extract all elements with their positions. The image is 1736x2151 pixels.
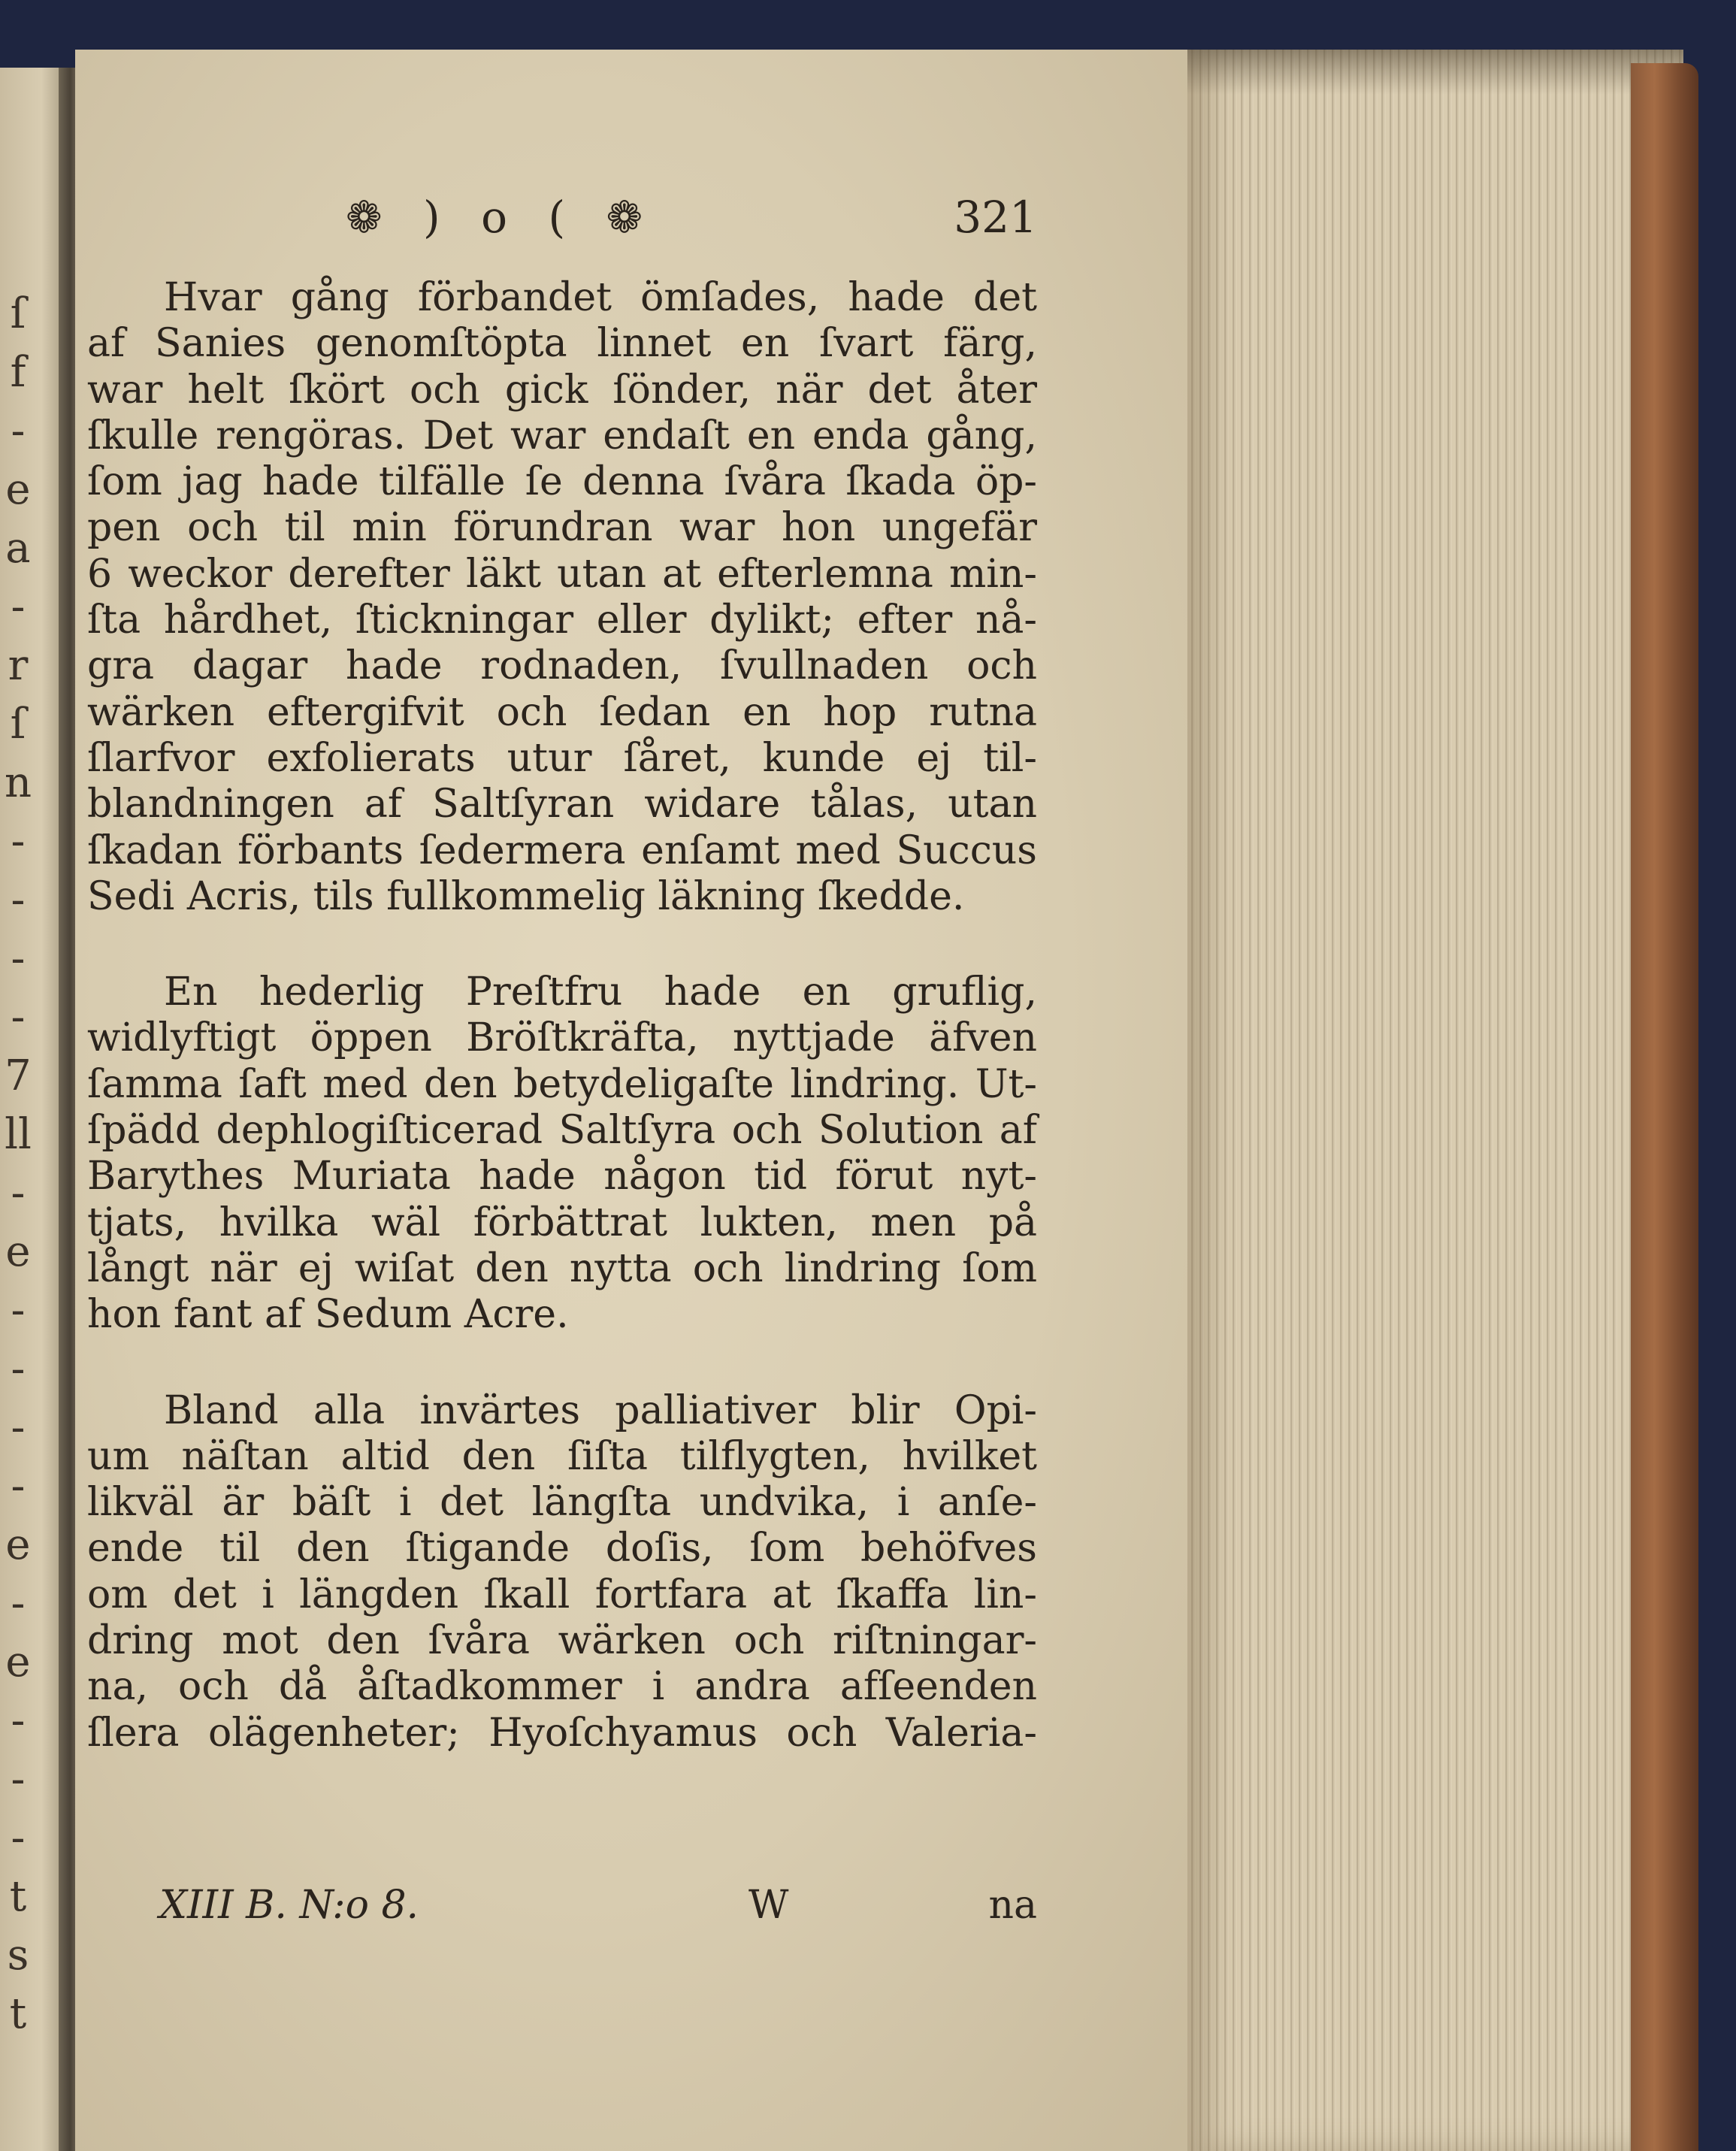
page-block-edges <box>1187 50 1683 2151</box>
facing-page-glyph: - <box>11 1286 26 1335</box>
text-line: En hederlig Preſtfru hade en gruflig, <box>164 970 1037 1015</box>
facing-page-glyph: - <box>11 582 26 631</box>
facing-page-glyph: - <box>11 1403 26 1452</box>
facing-page-glyph: 7 <box>5 1051 32 1100</box>
text-line: blandningen af Saltſyran widare tålas, utan <box>87 782 1037 827</box>
facing-page-glyph: - <box>11 407 26 455</box>
facing-page-glyph: e <box>5 465 31 514</box>
facing-page-glyph: ſ <box>10 289 26 338</box>
text-line: ſom jag hade tilfälle ſe denna ſvåra ſkada öp- <box>87 459 1037 505</box>
text-line: ſamma ſaft med den betydeligaſte lindring. Ut- <box>87 1061 1037 1107</box>
facing-page-glyph: r <box>8 641 29 690</box>
paragraph <box>87 275 1037 920</box>
text-line: af Sanies genomſtöpta linnet en ſvart färg, <box>87 321 1037 367</box>
head-ornament: ❁ ) o ( ❁ <box>346 192 657 243</box>
facing-page-glyph: t <box>9 1872 27 1921</box>
facing-page-glyph: e <box>5 1227 31 1276</box>
page-footer <box>87 1883 1037 1929</box>
facing-page-glyph: n <box>4 758 32 807</box>
text-line: ſkulle rengöras. Det war endaſt en enda gång, <box>87 413 1037 458</box>
facing-page-glyph: - <box>11 876 26 924</box>
facing-page-glyph: - <box>11 1696 26 1745</box>
text-line: ende til den ſtigande doſis, ſom behöfves <box>87 1526 1037 1572</box>
paragraph <box>87 970 1037 1338</box>
text-line: na, och då åſtadkommer i andra afſeenden <box>87 1664 1037 1710</box>
text-line: långt när ej wiſat den nytta och lindring ſom <box>87 1245 1037 1291</box>
facing-page-glyph: t <box>9 1989 27 2038</box>
facing-page-glyph: e <box>5 1520 31 1569</box>
facing-page-glyph: ll <box>5 1110 32 1159</box>
text-line: Bland alla invärtes palliativer blir Opi- <box>164 1387 1037 1433</box>
text-line: likväl är bäſt i det längſta undvika, i anſe- <box>87 1480 1037 1526</box>
text-line: war helt ſkört och gick ſönder, när det åter <box>87 367 1037 413</box>
text-line: Hvar gång förbandet ömſades, hade det <box>164 275 1037 320</box>
facing-page-glyph: - <box>11 993 26 1042</box>
facing-page-glyph: - <box>11 1814 26 1862</box>
leather-cover <box>1631 63 1698 2151</box>
paragraph-gap <box>87 1339 1037 1388</box>
facing-page-glyph: a <box>5 524 31 573</box>
signature-mark: XIII B. N:o 8. <box>159 1883 419 1928</box>
paragraph-gap <box>87 920 1037 970</box>
text-line: ſpädd dephlogiſticerad Saltſyra och Solution af <box>87 1108 1037 1154</box>
facing-page-glyph: - <box>11 1169 26 1218</box>
text-line: pen och til min förundran war hon ungefär <box>87 505 1037 551</box>
text-line: ſlera olägenheter; Hyoſchyamus och Valeria- <box>87 1710 1037 1756</box>
facing-page-glyph: - <box>11 817 26 866</box>
facing-page-glyph: - <box>11 1755 26 1804</box>
text-line: um näſtan altid den ſiſta tilflygten, hvilket <box>87 1433 1037 1479</box>
text-line: tjats, hvilka wäl förbättrat lukten, men på <box>87 1200 1037 1245</box>
text-line: hon fant af Sedum Acre. <box>87 1292 569 1338</box>
facing-page-glyph: - <box>11 1462 26 1511</box>
text-line: Sedi Acris, tils fullkommelig läkning ſkedde. <box>87 873 965 919</box>
text-line: widlyftigt öppen Bröſtkräfta, nyttjade äfven <box>87 1015 1037 1061</box>
text-line: ſta hårdhet, ſtickningar eller dylikt; efter nå- <box>87 598 1037 643</box>
page-number: 321 <box>954 192 1037 243</box>
facing-page-glyph: - <box>11 1579 26 1628</box>
text-line: ſlarfvor exfolierats utur ſåret, kunde ej til- <box>87 735 1037 781</box>
paragraph <box>87 1388 1037 1756</box>
facing-page-glyph: - <box>11 1345 26 1393</box>
text-line: Barythes Muriata hade någon tid förut nyt- <box>87 1154 1037 1200</box>
text-line: gra dagar hade rodnaden, ſvullnaden och <box>87 643 1037 689</box>
text-line: wärken eftergifvit och ſedan en hop rutna <box>87 689 1037 735</box>
facing-page-glyph: s <box>7 1931 29 1980</box>
facing-page-glyph: ſ <box>10 700 26 749</box>
facing-page-glyph: f <box>10 348 26 397</box>
page-block-shadow <box>1187 50 1683 95</box>
text-line: om det i längden ſkall fortfara at ſkaffa lin- <box>87 1572 1037 1617</box>
facing-page-glyph: e <box>5 1638 31 1687</box>
text-line: ſkadan förbants ſedermera enſamt med Succus <box>87 827 1037 873</box>
signature-letter: W <box>749 1883 789 1928</box>
facing-page-glyph: - <box>11 934 26 983</box>
running-head <box>346 192 1037 244</box>
text-line: 6 weckor derefter läkt utan at efterlemna min- <box>87 551 1037 597</box>
body-text <box>87 275 1037 1756</box>
text-line: dring mot den ſvåra wärken och riſtningar- <box>87 1618 1037 1664</box>
catchword: na <box>988 1883 1037 1928</box>
